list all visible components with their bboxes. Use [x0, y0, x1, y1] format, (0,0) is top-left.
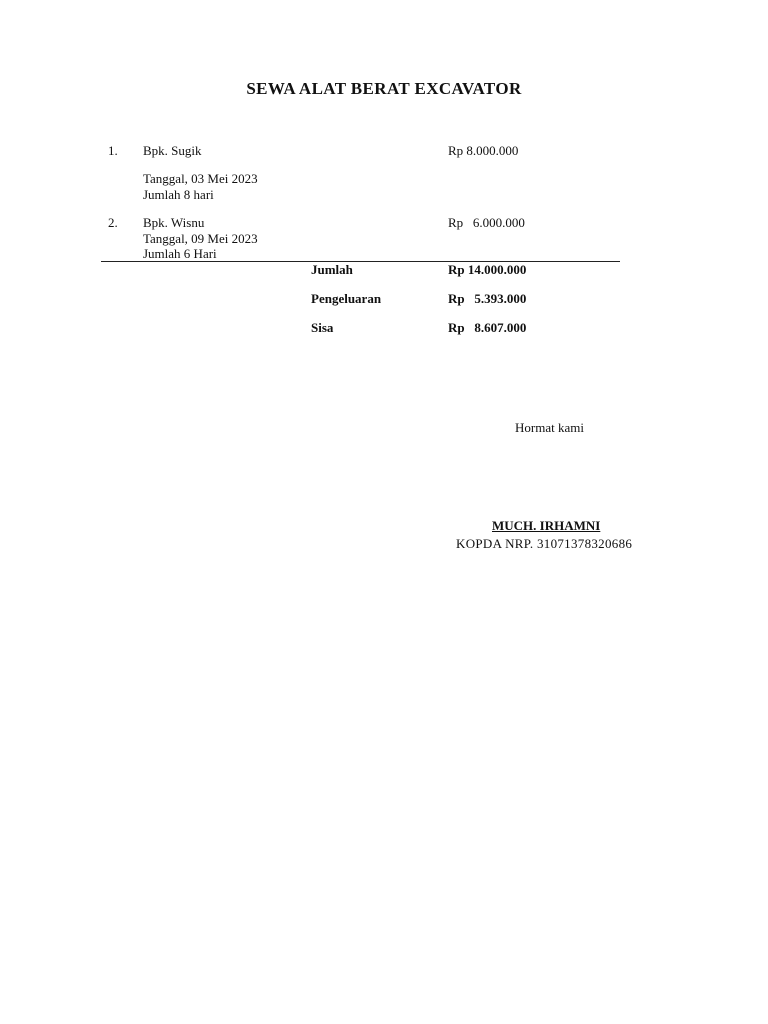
signer-name: MUCH. IRHAMNI: [492, 518, 601, 533]
entry-2-date: Tanggal, 09 Mei 2023: [143, 231, 258, 246]
entry-1-amount: Rp 8.000.000: [448, 143, 519, 158]
remaining-label: Sisa: [311, 320, 334, 335]
entry-1-number: 1.: [108, 143, 118, 158]
entry-2-amount: Rp 6.000.000: [448, 215, 525, 230]
entry-1-duration: Jumlah 8 hari: [143, 187, 214, 202]
total-divider: [101, 261, 620, 262]
entry-2-duration: Jumlah 6 Hari: [143, 246, 217, 261]
entry-2-number: 2.: [108, 215, 118, 230]
entry-1-date: Tanggal, 03 Mei 2023: [143, 171, 258, 186]
remaining-value: Rp 8.607.000: [448, 320, 527, 335]
signer-rank: KOPDA NRP. 31071378320686: [456, 536, 633, 551]
expense-label: Pengeluaran: [311, 291, 382, 306]
total-label: Jumlah: [311, 262, 353, 277]
entry-2-name: Bpk. Wisnu: [143, 215, 205, 230]
entry-1-name: Bpk. Sugik: [143, 143, 202, 158]
total-value: Rp 14.000.000: [448, 262, 527, 277]
expense-value: Rp 5.393.000: [448, 291, 527, 306]
document-title: SEWA ALAT BERAT EXCAVATOR: [246, 79, 522, 98]
closing-greeting: Hormat kami: [515, 420, 584, 435]
